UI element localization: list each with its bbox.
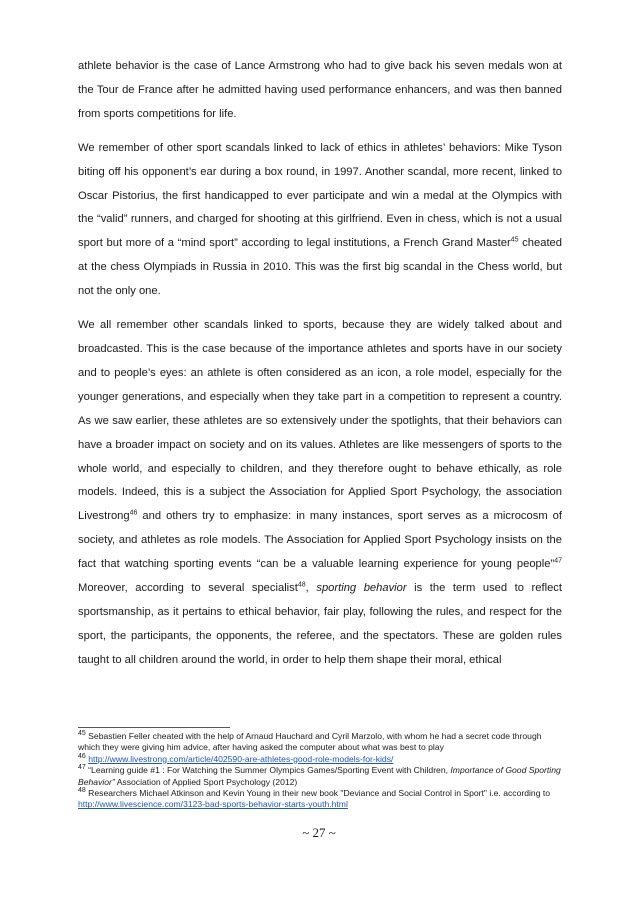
page-number: ~ 27 ~ bbox=[302, 825, 336, 840]
text-run: , bbox=[305, 582, 317, 595]
footnote-reference: 47 bbox=[554, 557, 562, 565]
footnote-reference: 47 bbox=[78, 764, 86, 772]
text-run: Researchers Michael Atkinson and Kevin Young in their new book "Deviance and Social Control in Sport" i.e. according to bbox=[85, 788, 551, 799]
text-run: is the term used to reflect sportsmanship, as it pertains to ethical behavior, fair play, following the rules, and respect for the sport, the participants, the opponents, the referee, and the spectators. These are golden rules taught to all children around the world, in order to help them shape their moral, ethical bbox=[78, 582, 563, 666]
paragraph bbox=[78, 137, 562, 304]
footnote-link[interactable]: http://www.livestrong.com/article/402590-are-athletes-good-role-models-for-kids/ bbox=[88, 753, 394, 764]
footnote-reference: 45 bbox=[510, 236, 519, 244]
footnote-separator bbox=[78, 727, 230, 728]
text-run: “Learning guide #1 : For Watching the Summer Olympics Games/Sporting Event with Children, bbox=[85, 765, 451, 776]
text-run: Association of Applied Sport Psychology (2012) bbox=[114, 776, 298, 787]
footnote-reference: 45 bbox=[78, 730, 86, 738]
paragraph bbox=[78, 55, 562, 127]
footnote-link[interactable]: http://www.livescience.com/3123-bad-sports-behavior-starts-youth.html bbox=[78, 799, 348, 810]
body-text bbox=[78, 55, 562, 683]
text-run: and others try to emphasize: in many instances, sport serves as a microcosm of society, and athletes as role models. The Association for Applied Sport Psychology insists on the fact that watching sporting events “can be a valuable learning experience for young people” bbox=[78, 510, 562, 571]
text-run: We all remember other scandals linked to sports, because they are widely talked about and broadcasted. This is the case because of the importance athletes and sports have in our society and to people’s eyes: an athlete is often considered as an icon, a role model, especially for the younger generations, and especially when they take part in a competition to represent a country. As we saw earlier, these athletes are so extensively under the spotlights, that their behaviors can have a broader impact on society and on its values. Athletes are like messengers of sports to the whole world, and especially to children, and they therefore ought to behave ethically, as role models. Indeed, this is a subject the Association for Applied Sport Psychology, the association Livestrong bbox=[78, 319, 562, 523]
text-run: Moreover, according to several specialist bbox=[78, 582, 298, 595]
footnotes bbox=[78, 731, 562, 811]
footnote-reference: 46 bbox=[78, 752, 86, 760]
paragraph bbox=[78, 314, 562, 673]
italic-text: sporting behavior bbox=[316, 582, 407, 595]
footnote-47 bbox=[78, 765, 562, 788]
italic-text: Importance of Good Sporting Behavior” bbox=[78, 765, 561, 787]
footnote-reference: 46 bbox=[129, 509, 138, 517]
text-run: We remember of other sport scandals linked to lack of ethics in athletes’ behaviors: Mike Tyson biting off his opponent’s ear during a box round, in 1997. Another scandal, more recent, linked to Oscar Pistorius, the first handicapped to ever participate and win a medal at the Olympics with the “valid” runners, and charged for shooting at this girlfriend. Even in chess, which is not a usual sport but more of a “mind sport” according to legal institutions, a French Grand Master bbox=[78, 141, 562, 250]
footnote-reference: 48 bbox=[78, 787, 86, 795]
text-run: Sebastien Feller cheated with the help of Arnaud Hauchard and Cyril Marzolo, with whom he had a secret code through which they were giving him advice, after having asked the computer about what was best to play bbox=[78, 731, 542, 753]
footnote-48 bbox=[78, 788, 562, 811]
footnote-46 bbox=[78, 754, 562, 765]
text-run: cheated at the chess Olympiads in Russia in 2010. This was the first big scandal in the Chess world, but not the only one. bbox=[78, 237, 562, 298]
footnote-45 bbox=[78, 731, 562, 754]
footnote-reference: 48 bbox=[297, 581, 306, 589]
text-run: athlete behavior is the case of Lance Armstrong who had to give back his seven medals won at the Tour de France after he admitted having used performance enhancers, and was then banned from sports competitions for life. bbox=[78, 60, 562, 120]
